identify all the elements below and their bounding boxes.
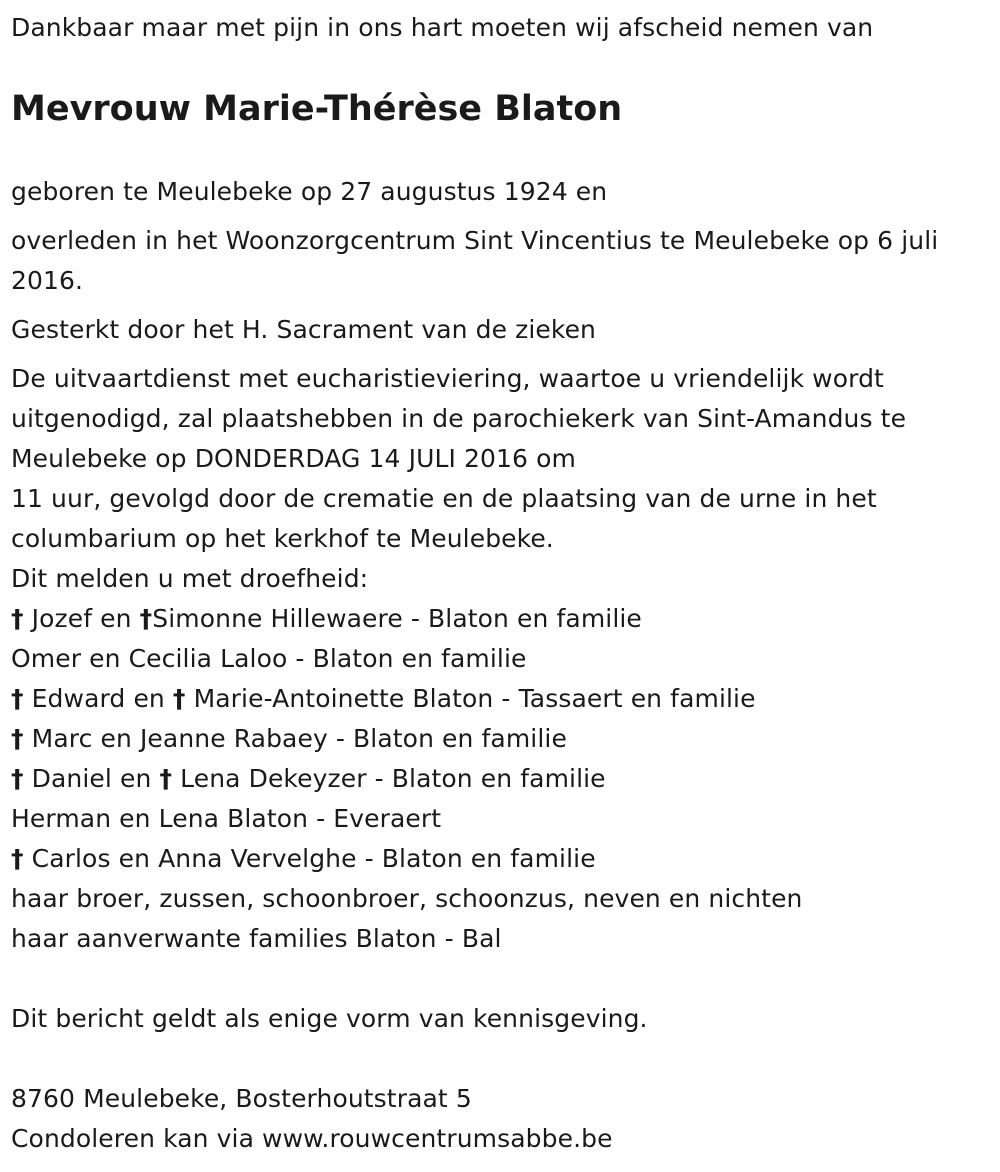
family-line: Omer en Cecilia Laloo - Blaton en familie: [11, 644, 527, 673]
service-continued-text: 11 uur, gevolgd door de crematie en de plaatsing van de urne in het columbarium op het kerkhof te Meulebeke.: [11, 484, 877, 553]
intro-text: Dankbaar maar met pijn in ons hart moeten wij afscheid nemen van: [11, 13, 874, 42]
condolences-text: Condoleren kan via www.rouwcentrumsabbe.be: [11, 1124, 613, 1153]
cross-icon: †: [11, 724, 24, 753]
family-name: Lena Dekeyzer - Blaton en familie: [180, 764, 606, 793]
cross-icon: †: [11, 764, 24, 793]
family-line: Herman en Lena Blaton - Everaert: [11, 804, 442, 833]
family-line: [11, 759, 986, 799]
service-text: De uitvaartdienst met eucharistieviering, waartoe u vriendelijk wordt uitgenodigd, zal plaatshebben in de parochiekerk van Sint-Amandus te Meulebeke op DONDERDAG 14 JULI 2016 om: [11, 364, 907, 473]
announcement-text: Dit melden u met droefheid:: [11, 564, 369, 593]
sacrament-text: Gesterkt door het H. Sacrament van de zieken: [11, 315, 597, 344]
cross-icon: †: [11, 684, 24, 713]
address-text: 8760 Meulebeke, Bosterhoutstraat 5: [11, 1084, 472, 1113]
family-line: haar broer, zussen, schoonbroer, schoonzus, neven en nichten: [11, 884, 803, 913]
family-name: Carlos en Anna Vervelghe - Blaton en familie: [31, 844, 596, 873]
birth-text: geboren te Meulebeke op 27 augustus 1924 en: [11, 177, 608, 206]
family-name: Marc en Jeanne Rabaey - Blaton en familie: [31, 724, 567, 753]
notice-text: Dit bericht geldt als enige vorm van kennisgeving.: [11, 1004, 648, 1033]
family-line: [11, 719, 986, 759]
family-name: Jozef en: [31, 604, 132, 633]
cross-icon: †: [11, 604, 24, 633]
family-line: [11, 839, 986, 879]
family-name: Edward en: [31, 684, 165, 713]
family-name: Daniel en: [31, 764, 152, 793]
cross-icon: †: [159, 764, 173, 793]
obituary-notice: [11, 8, 986, 1159]
family-name: Marie-Antoinette Blaton - Tassaert en familie: [193, 684, 756, 713]
family-line: [11, 679, 986, 719]
family-line: haar aanverwante families Blaton - Bal: [11, 924, 502, 953]
death-text: overleden in het Woonzorgcentrum Sint Vincentius te Meulebeke op 6 juli 2016.: [11, 226, 939, 295]
family-list: [11, 599, 986, 959]
deceased-name: Mevrouw Marie-Thérèse Blaton: [11, 89, 623, 129]
family-name: Simonne Hillewaere - Blaton en familie: [152, 604, 642, 633]
cross-icon: †: [139, 604, 153, 633]
cross-icon: †: [11, 844, 24, 873]
cross-icon: †: [172, 684, 186, 713]
family-line: [11, 599, 986, 639]
